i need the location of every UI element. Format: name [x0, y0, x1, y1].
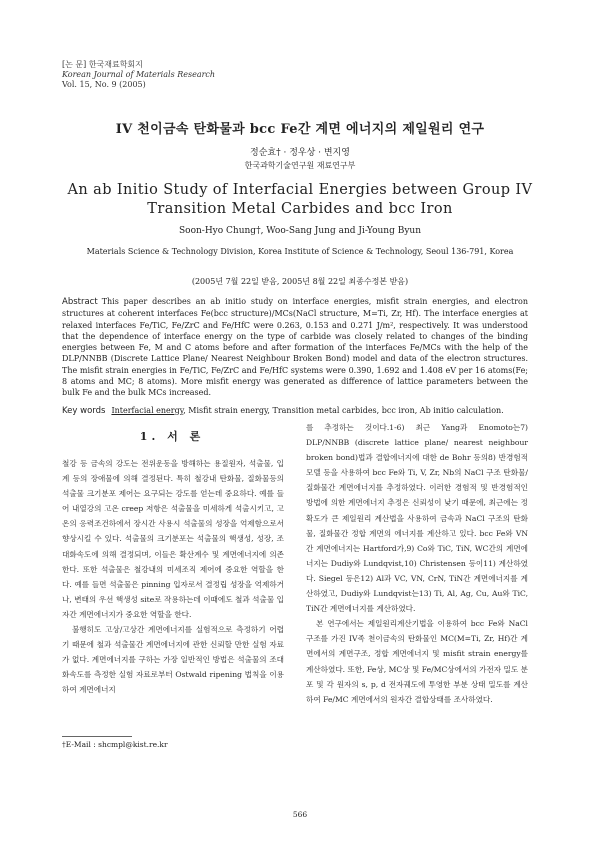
english-title-line1: An ab Initio Study of Interfacial Energies between Group IV — [67, 182, 533, 198]
journal-name: Korean Journal of Materials Research — [62, 70, 216, 79]
korean-affiliation: 한국과학기술연구원 재료연구부 — [244, 161, 356, 170]
keywords-label: Key words — [62, 406, 106, 416]
received-dates: (2005년 7월 22일 받음, 2005년 8월 22일 최종수정본 받음) — [191, 277, 409, 286]
body-paragraph: 를 추정하는 것이다.1-6) 최근 Yang과 Enomoto는7) DLP/NNBB (discrete lattice plane/ nearest neighbour broken bond)법과 결합에너지에 대한 de Bohr 등의8) 반경험적 모델 등을 사용하여 bcc Fe와 Ti, V, Zr, Nb의 NaCl 구조 탄화물/질화물간 계면에너지를 추정하였다. 이러한 경험적 및 반경험적인 방법에 의한 계면에너지 추정은 신뢰성이 낮기 때문에, 최근에는 정확도가 큰 제일원리 계산법을 사용하여 금속과 NaCl 구조의 탄화물, 질화물간 정합 계면의 에너지를 계산하고 있다. bcc Fe와 VN간 계면에너지는 Hartford가,9) Co와 TiC, TiN, WC간의 계면에너지는 Dudiy와 Lundqvist,10) Christensen 등이11) 계산하였다. Siegel 등은12) Al과 VC, VN, CrN, TiN간 계면에너지를 계산하였고, Dudiy와 Lundqvist는13) Ti, Al, Ag, Cu, Au와 TiC, TiN간 계면에너지를 계산하였다. — [306, 423, 528, 614]
abstract — [62, 296, 528, 399]
body-paragraph: 불행히도 고상/고상간 계면에너지를 실험적으로 측정하기 어렵기 때문에 철과 석출물간 계면에너지에 관한 신뢰할 만한 실험 자료가 없다. 계면에너지를 구하는 가장 일반적인 방법은 석출물의 조대화속도를 측정한 실험 자료로부터 Ostwald ripening 법칙을 이용하여 계면에너지 — [62, 625, 284, 695]
footnote-rule — [62, 736, 132, 737]
keywords — [62, 406, 532, 416]
keywords-rest: , Misfit strain energy, Transition metal carbides, bcc iron, Ab initio calculation. — [183, 406, 504, 415]
journal-header-line1: [논 문] 한국재료학회지 — [62, 60, 143, 69]
footnote-email: †E-Mail : shcmpl@kist.re.kr — [62, 740, 168, 749]
abstract-label: Abstract — [62, 297, 98, 307]
abstract-text: This paper describes an ab initio study on interface energies, misfit strain energies, and electron structures at coherent interfaces Fe(bcc structure)/MCs(NaCl structure, M=Ti, Zr, Hf). The interface energies at relaxed interfaces Fe/TiC, Fe/ZrC and Fe/HfC were 0.263, 0.153 and 0.271 J/m², respectively. It was understood that the dependence of interface energy on the type of carbide was closely related to changes of the binding energies between Fe, M and C atoms before and after formation of the interfaces Fe/MCs with the help of the DLP/NNBB (Discrete Lattice Plane/ Nearest Neighbour Broken Bond) model and data of the electron structures. The misfit strain energies in Fe/TiC, Fe/ZrC and Fe/HfC systems were 0.390, 1.692 and 1.408 eV per 16 atoms(Fe; 8 atoms and MC; 8 atoms). More misfit energy was generated as difference of lattice parameters between the bulk Fe and the bulk MCs increased. — [62, 297, 528, 398]
page-number: 566 — [292, 810, 308, 819]
english-authors: Soon-Hyo Chung†, Woo-Sang Jung and Ji-Young Byun — [178, 226, 421, 236]
right-column — [306, 420, 528, 707]
body-paragraph: 철강 등 금속의 강도는 전위운동을 방해하는 용질원자, 석출물, 입계 등의 장애물에 의해 결정된다. 특히 철강내 탄화물, 질화물등의 석출물 크기분포 제어는 요구되는 강도를 얻는데 중요하다. 예를 들어 내열강의 고온 creep 저항은 석출물을 미세하게 석출시키고, 고온의 응력조건하에서 장시간 사용시 석출물의 성장을 억제함으로서 향상시킬 수 있다. 석출물의 크기분포는 석출물의 핵생성, 성장, 조대화속도에 의해 결정되며, 이들은 확산계수 및 계면에너지에 의존한다. 또한 석출물은 철강내의 미세조직 제어에 중요한 역할을 한다. 예를 들면 석출물은 pinning 입자로서 결정립 성장을 억제하거나, 변태의 우선 핵생성 site로 작용하는데 이때에도 철과 석출물 입자간 계면에너지가 중요한 역할을 한다. — [62, 459, 284, 619]
english-affiliation: Materials Science & Technology Division, Korea Institute of Science & Technology, Seoul 136-791, Korea — [86, 247, 514, 256]
section-title-introduction: 1. 서 론 — [139, 430, 205, 443]
korean-authors: 정순효† · 정우상 · 변지영 — [250, 148, 350, 158]
korean-title: IV 천이금속 탄화물과 bcc Fe간 계면 에너지의 제일원리 연구 — [115, 122, 485, 137]
left-column — [62, 456, 284, 698]
keyword-first: Interfacial energy — [111, 406, 184, 415]
body-paragraph: 본 연구에서는 제일원리계산기법을 이용하여 bcc Fe와 NaCl 구조를 가진 IV족 천이금속의 탄화물인 MC(M=Ti, Zr, Hf)간 계면에서의 계면구조, 정합 계면에너지 및 misfit strain energy를 계산하였다. 또한, Fe상, MC상 및 Fe/MC상에서의 가전자 밀도 분포 및 각 원자의 s, p, d 전자궤도에 투영한 부분 상태 밀도를 계산하여 Fe/MC 계면에서의 원자간 결합상태를 조사하였다. — [306, 619, 528, 704]
english-title-line2: Transition Metal Carbides and bcc Iron — [147, 201, 453, 217]
english-title — [0, 181, 600, 219]
journal-volume: Vol. 15, No. 9 (2005) — [62, 80, 146, 89]
journal-header — [62, 60, 215, 90]
